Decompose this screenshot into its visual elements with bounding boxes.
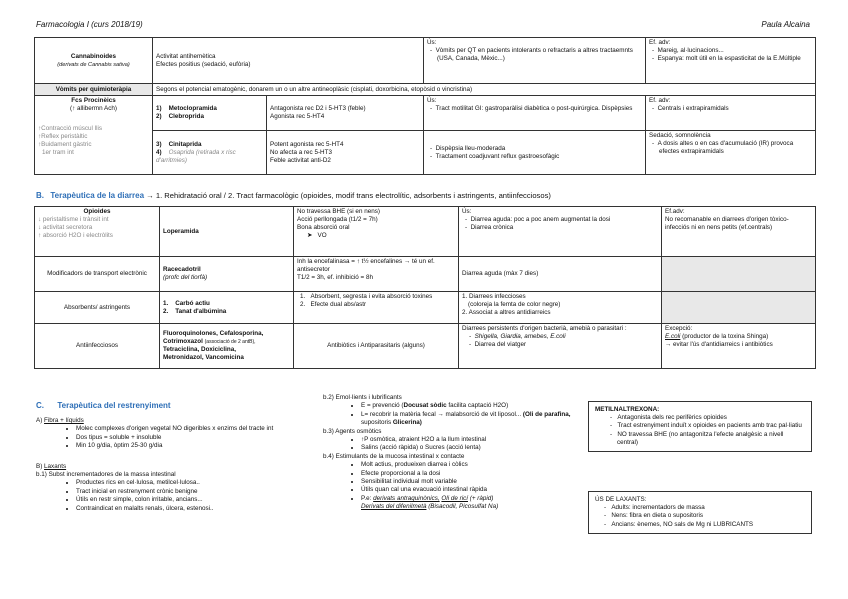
vomits-qt-label: Vòmits per quimioteràpia: [35, 84, 153, 96]
racecadotril-sub: (profc del tiorfà): [163, 274, 208, 281]
section-c-title: C. Terapèutica del restrenyiment: [36, 401, 171, 410]
b2-list: [323, 402, 585, 427]
drug-carbo-actiu: 1. Carbó actiu: [163, 299, 210, 307]
laxants-item-1: - Adults: incrementadors de massa: [604, 504, 705, 512]
drug-loperamida: Loperamida: [160, 207, 294, 257]
cannabinoides-effect-2: Efectes positius (sedació, eufòria): [156, 60, 251, 68]
drug-osaprida: 4) Osaprida (retirada x risc d'arritmies): [156, 148, 236, 164]
list-item: • Molt actius, produeixen diarrea i còlics: [361, 461, 585, 469]
loperamida-us-1: - Diarrea aguda: poc a poc anem augmentat la dosi: [465, 216, 611, 223]
list-item: • E = prevenció (Docusat sòdic facilita captació H2O): [361, 402, 585, 410]
metil-item-2: - Tract estrenyiment induït x opioides en pacients amb trac pal·liatiu: [610, 422, 802, 430]
loperamida-us-2: - Diarrea crònica: [465, 224, 514, 231]
mech-4: No afecta a rec 5-HT3: [270, 148, 332, 156]
metil-item-1: - Antagonista dels rec perifèrics opioides: [610, 414, 727, 422]
table-row: [35, 257, 816, 292]
list-item: • Útils en restr simple, colon irritable, ancians...: [76, 496, 296, 504]
metilnaltrexona-box: [588, 401, 812, 452]
loperamida-adv: No recomanable en diarrees d'origen tòxico-infecciós ni en nens petits (ef.centrals): [665, 216, 789, 231]
fibra-list: [36, 425, 296, 450]
header-course: Farmacologia I (curs 2018/19): [36, 20, 143, 29]
section-c-middle: [323, 394, 585, 512]
procinetics-us-2: - Dispèpsia lleu-moderada: [430, 144, 506, 152]
mech-1: Antagonista rec D2 i 5-HT3 (feble): [270, 105, 366, 112]
vomits-qt-text: Segons el potencial ematogènic, donarem un o un altre antineoplàsic (cisplati, doxorbicina, etopòsid o vincristina): [153, 84, 816, 96]
cannabinoides-effect-1: Activitat antihemètica: [156, 52, 216, 60]
antiinfecciosos-us-intro: Diarrees persistents d'origen bacterià, amebià o parasitari :: [462, 325, 627, 332]
loperamida-mech-2: Acció perllongada (t1/2 = 7h): [297, 216, 378, 223]
diarrhea-table: [34, 206, 816, 369]
adv-label: Ef. adv:: [649, 39, 671, 46]
fibra-title: A) Fibra + líquids: [36, 417, 84, 424]
b4-list: [323, 461, 585, 511]
section-b-title: B. Terapèutica de la diarrea → 1. Rehidratació oral / 2. Tract farmacològic (opioides, modif trans electrolític, adsorbents i astringents, antiinfecciosos): [36, 191, 551, 200]
absorbents-us-1: 1. Diarrees infeccioses: [462, 293, 526, 300]
antiinfecciosos-drugs-1: Fluoroquinolones, Cefalosporina,: [163, 330, 264, 337]
modificadors-name: Modificadors de transport electrònic: [35, 257, 160, 292]
table-row: [35, 131, 816, 175]
table-row: [35, 292, 816, 324]
us-laxants-box: [588, 491, 812, 534]
header-author: Paula Alcaina: [761, 20, 810, 29]
b3-list: [323, 436, 585, 453]
laxants-title: B) Laxants: [36, 462, 67, 470]
exception-rest: → evitar l'ús d'antidiarreics i antibiòtics: [665, 341, 773, 348]
laxants-item-2: - Nens: fibra en dieta o supositoris: [604, 512, 704, 520]
table-row: [35, 38, 816, 84]
us-label: Ús:: [427, 39, 437, 46]
list-item: • ↑P osmòtica, atraient H2O a la llum intestinal: [361, 436, 585, 444]
cannabinoides-sub: (derivats de Cannabis sativa): [57, 61, 130, 68]
empty-cell: [662, 257, 816, 292]
list-item: • Útils quan cal una evacuació intestinal ràpida: [361, 486, 585, 494]
procinetics-adv2-title: Sedació, somnolència: [649, 132, 711, 139]
metil-item-3: - NO travessa BHE (no antagonitza l'efecte analgèsic a nivell central): [610, 430, 784, 446]
absorbents-us-3: 2. Associat a altres antidiarreics: [462, 309, 551, 316]
list-item: • Productes rics en cel·lulosa, metilcel·lulosa..: [76, 479, 296, 487]
antiinfecciosos-drugs-4: Metronidazol, Vancomicina: [163, 354, 244, 361]
absorbents-mech-2: 2. Efecte dual abs/astr: [300, 301, 367, 308]
cannabinoides-adv-2: - Espanya: molt útil en la espasticitat de la E.Múltiple: [652, 55, 801, 62]
list-item: • Efecte proporcional a la dosi: [361, 470, 585, 478]
empty-cell: [662, 292, 816, 324]
exception-label: Excepció:: [665, 325, 693, 332]
drug-clebroprida: 2) Clebroprida: [156, 113, 204, 120]
table-row: [35, 324, 816, 369]
procinetics-us-1: - Tract motilitat GI: gastroparàlisi diabètica o post-quirúrgica. Dispèpsies: [430, 105, 633, 112]
b4-title: b.4) Estimulants de la mucosa intestinal x contacte: [323, 452, 465, 460]
list-item: • Salins (acció ràpida) o Sucres (acció lenta): [361, 444, 585, 452]
absorbents-us-2: (coloreja la femta de color negre): [468, 301, 561, 308]
list-item: • Dos tipus = soluble + insoluble: [76, 434, 296, 442]
antiinfecciosos-drugs-3: Tetraciclina, Doxiciclina,: [163, 346, 237, 353]
cannabinoides-adv-1: - Mareig, al·lucinacions...: [652, 47, 724, 54]
cannabinoides-us: - Vòmits per QT en pacients intolerants o refractaris a altres tractaemnts (USA, Canada, Mèxic...): [430, 47, 633, 62]
list-item: • Min 10 g/dia, òptim 25-30 g/dia: [76, 442, 296, 450]
procinetics-adv-2: - A dosis altes o en cas d'acumulació (IR) provoca efectes extrapiramidals: [652, 140, 794, 155]
table-row: [35, 207, 816, 257]
antiinfecciosos-us-2: - Diarrea del viatger: [469, 341, 527, 348]
list-item: • Sensibilitat individual molt variable: [361, 478, 585, 486]
drug-tanat-albumina: 2. Tanat d'albúmina: [163, 307, 227, 315]
mech-3: Potent agonista rec 5-HT4: [270, 140, 344, 148]
procinetics-adv-1: - Centrals i extrapiramidals: [652, 105, 729, 112]
racecadotril-us: Diarrea aguda (màx 7 dies): [459, 257, 662, 292]
laxants-item-3: - Ancians: ènemes, NO sals de Mg ni LUBRICANTS: [604, 520, 754, 528]
b1-title: b.1) Subst incrementadores de la massa intestinal: [36, 471, 176, 479]
racecadotril-mech-2: T1/2 = 3h, ef. inhibició = 8h: [297, 274, 373, 281]
antiemetics-table: [34, 37, 816, 175]
adv-label: Ef.adv:: [665, 208, 685, 215]
loperamida-mech-3: Bona absorció oral: [297, 224, 350, 231]
list-item: • Contraindicat en malalts renals, úlcera, estenosi..: [76, 505, 296, 513]
us-label: Ús:: [462, 208, 472, 215]
antiinfecciosos-us-1: - Shigella, Giardia, amebes, E.coli: [469, 333, 566, 340]
us-label: Ús:: [427, 97, 437, 104]
drug-cinitaprida: 3) Cinitaprida: [156, 140, 202, 148]
procinetics-us-3: - Tractament coadjuvant reflux gastroesofàgic: [430, 152, 560, 160]
mech-2: Agonista rec 5-HT4: [270, 113, 325, 120]
antiinfecciosos-mech: Antibiòtics i Antiparasitaris (alguns): [294, 324, 459, 369]
antiinfecciosos-drugs-2: Cotrimoxazol (associació de 2 antB),: [163, 338, 256, 345]
absorbents-name: Absorbents/ astringents: [35, 292, 160, 324]
exception-text: E.coli (productor de la toxina Shinga): [665, 333, 769, 340]
list-item: • P.e: derivats antraquinònics, Oli de ricí (+ ràpid) Derivats del difenilmetà (Bisacodil, Picosulfat Na): [361, 495, 585, 512]
b3-title: b.3) Agents osmòtics: [323, 427, 382, 435]
loperamida-mech-4: ➤ VO: [307, 232, 327, 239]
opioides-effects: ↓ peristaltisme i trànsit int ↓ activitat secretora ↑ absorció H2O i electròlits: [38, 216, 113, 239]
table-row: [35, 96, 816, 131]
us-laxants-title: ÚS DE LAXANTS:: [595, 496, 647, 503]
procinetics-sub: (↑ allibermn Ach): [70, 105, 117, 112]
procinetics-effects: ↑Contracció múscul llis ↑Reflex peristàltic ↑Buidament gàstric 1er tram int: [38, 125, 103, 156]
b1-list: [36, 479, 296, 513]
list-item: • Molec complexes d'origen vegetal NO digeribles x enzims del tracte int: [76, 425, 296, 433]
list-item: • Tract inicial en restrenyment crònic benigne: [76, 488, 296, 496]
drug-racecadotril: Racecadotril: [163, 266, 201, 273]
absorbents-mech-1: 1. Absorbent, segresta i evita absorció toxines: [300, 293, 433, 300]
metilnaltrexona-title: METILNALTREXONA:: [595, 406, 660, 413]
antiinfecciosos-name: Antiinfecciosos: [35, 324, 160, 369]
procinetics-name: Fcs Procinèics: [71, 97, 116, 104]
drug-metoclopramida: 1) Metoclopramida: [156, 105, 217, 112]
opioides-name: Opioides: [83, 208, 111, 215]
table-row: [35, 84, 816, 96]
adv-label: Ef. adv:: [649, 97, 671, 104]
loperamida-mech-1: No travessa BHE (si en nens): [297, 208, 380, 215]
cannabinoides-name: Cannabinoides: [70, 52, 117, 60]
section-c-left: [36, 417, 296, 513]
b2-title: b.2) Emol·lients i lubrificants: [323, 394, 402, 401]
mech-5: Feble activitat anti-D2: [270, 156, 331, 164]
racecadotril-mech-1: Inh la encefalinasa = ↑ t½ encefalines → té un ef. antisecretor: [297, 258, 435, 273]
list-item: • L= recobrir la matèria fecal → malabsorció de vit liposol... (Oli de parafina, supositoris Glicerina): [361, 411, 585, 428]
